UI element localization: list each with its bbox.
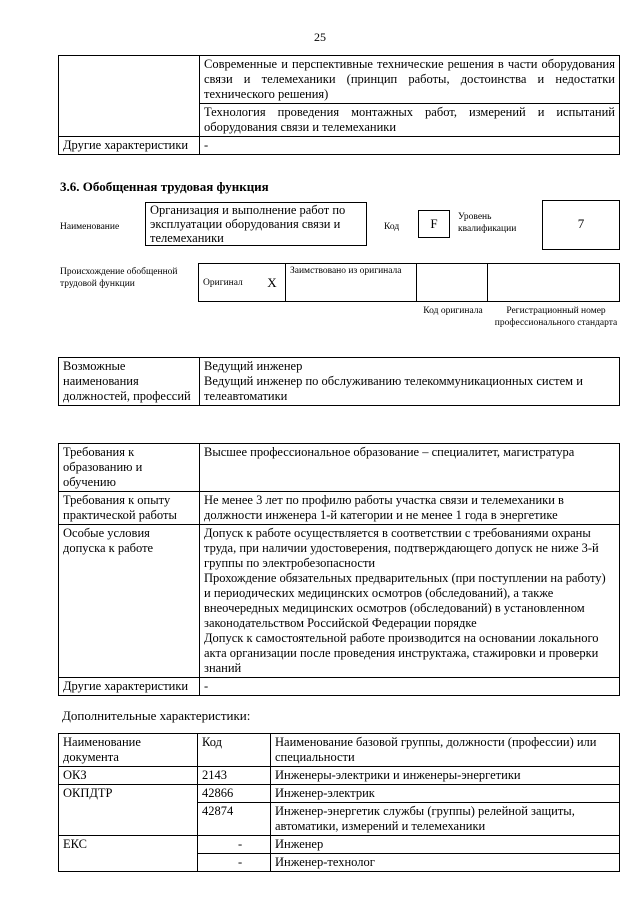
level-value: 7	[577, 216, 585, 231]
req-other-value: -	[200, 678, 620, 696]
section-title: 3.6. Обобщенная трудовая функция	[60, 179, 269, 194]
origin-table	[198, 263, 620, 302]
borrowed-label: Заимствовано из оригинала	[286, 264, 417, 302]
origin-reg-cell	[488, 264, 620, 302]
experience-value: Не менее 3 лет по профилю работы участка связи и телемеханики в должности инженера 1-й категории и не менее 1 года в энергетике	[200, 492, 620, 525]
additional-table	[58, 733, 620, 872]
position-item: Ведущий инженер по обслуживанию телекоммуникационных систем и телеавтоматики	[204, 374, 583, 403]
education-label: Требования к образованию и обучению	[59, 444, 200, 492]
eks-name: Инженер	[271, 836, 620, 854]
okz-code: 2143	[198, 767, 271, 785]
education-value: Высшее профессиональное образование – специалитет, магистратура	[200, 444, 620, 492]
okpdtr-doc: ОКПДТР	[59, 785, 198, 836]
special-item: Допуск к работе осуществляется в соответствии с требованиями охраны труда, при наличии удостоверения, подтверждающего допуск не ниже 3-й группы по электробезопасности	[204, 526, 599, 570]
origin-label: Происхождение обобщенной трудовой функции	[60, 267, 178, 289]
positions-table	[58, 357, 620, 406]
top-other-value: -	[200, 137, 620, 155]
page-number: 25	[314, 30, 326, 44]
code-caption: Код оригинала	[423, 306, 483, 316]
top-table-row2: Технология проведения монтажных работ, измерений и испытаний оборудования связи и телемеханики	[200, 104, 620, 137]
top-other-label: Другие характеристики	[59, 137, 200, 155]
additional-title: Дополнительные характеристики:	[62, 708, 251, 723]
top-table-row1: Современные и перспективные технические решения в части оборудования связи и телемеханики (принцип работы, достоинства и недостатки технического решения)	[200, 56, 620, 104]
header-code: Код	[198, 734, 271, 767]
eks-code: -	[198, 854, 271, 872]
level-label: Уровень квалификации	[458, 212, 517, 234]
code-value: F	[430, 216, 438, 231]
okpdtr-code: 42874	[198, 803, 271, 836]
okpdtr-code: 42866	[198, 785, 271, 803]
eks-doc: ЕКС	[59, 836, 198, 872]
position-item: Ведущий инженер	[204, 359, 303, 373]
header-doc: Наименование документа	[59, 734, 198, 767]
reg-caption: Регистрационный номер профессионального стандарта	[494, 306, 618, 328]
header-name: Наименование базовой группы, должности (профессии) или специальности	[271, 734, 620, 767]
code-label: Код	[384, 222, 400, 232]
original-label: Оригинал	[199, 264, 260, 302]
okz-name: Инженеры-электрики и инженеры-энергетики	[271, 767, 620, 785]
positions-label: Возможные наименования должностей, профессий	[59, 358, 200, 406]
name-value: Организация и выполнение работ по эксплуатации оборудования связи и телемеханики	[150, 203, 346, 245]
experience-label: Требования к опыту практической работы	[59, 492, 200, 525]
okpdtr-name: Инженер-электрик	[271, 785, 620, 803]
original-mark: X	[259, 264, 286, 302]
req-other-label: Другие характеристики	[59, 678, 200, 696]
origin-code-cell	[417, 264, 488, 302]
special-item: Допуск к самостоятельной работе производится на основании локального акта организации после проведения инструктажа, стажировки и проверки знаний	[204, 631, 599, 675]
okz-doc: ОКЗ	[59, 767, 198, 785]
okpdtr-name: Инженер-энергетик службы (группы) релейной защиты, автоматики, измерений и телемеханики	[271, 803, 620, 836]
eks-name: Инженер-технолог	[271, 854, 620, 872]
special-item: Прохождение обязательных предварительных (при поступлении на работу) и периодических медицинских осмотров (обследований), а также внеочередных медицинских осмотров (обследований) в установленном законодательством Российской Федерации порядке	[204, 571, 606, 630]
requirements-table	[58, 443, 620, 696]
special-label: Особые условия допуска к работе	[59, 525, 200, 678]
top-table	[58, 55, 620, 155]
name-label: Наименование	[60, 222, 120, 232]
eks-code: -	[198, 836, 271, 854]
